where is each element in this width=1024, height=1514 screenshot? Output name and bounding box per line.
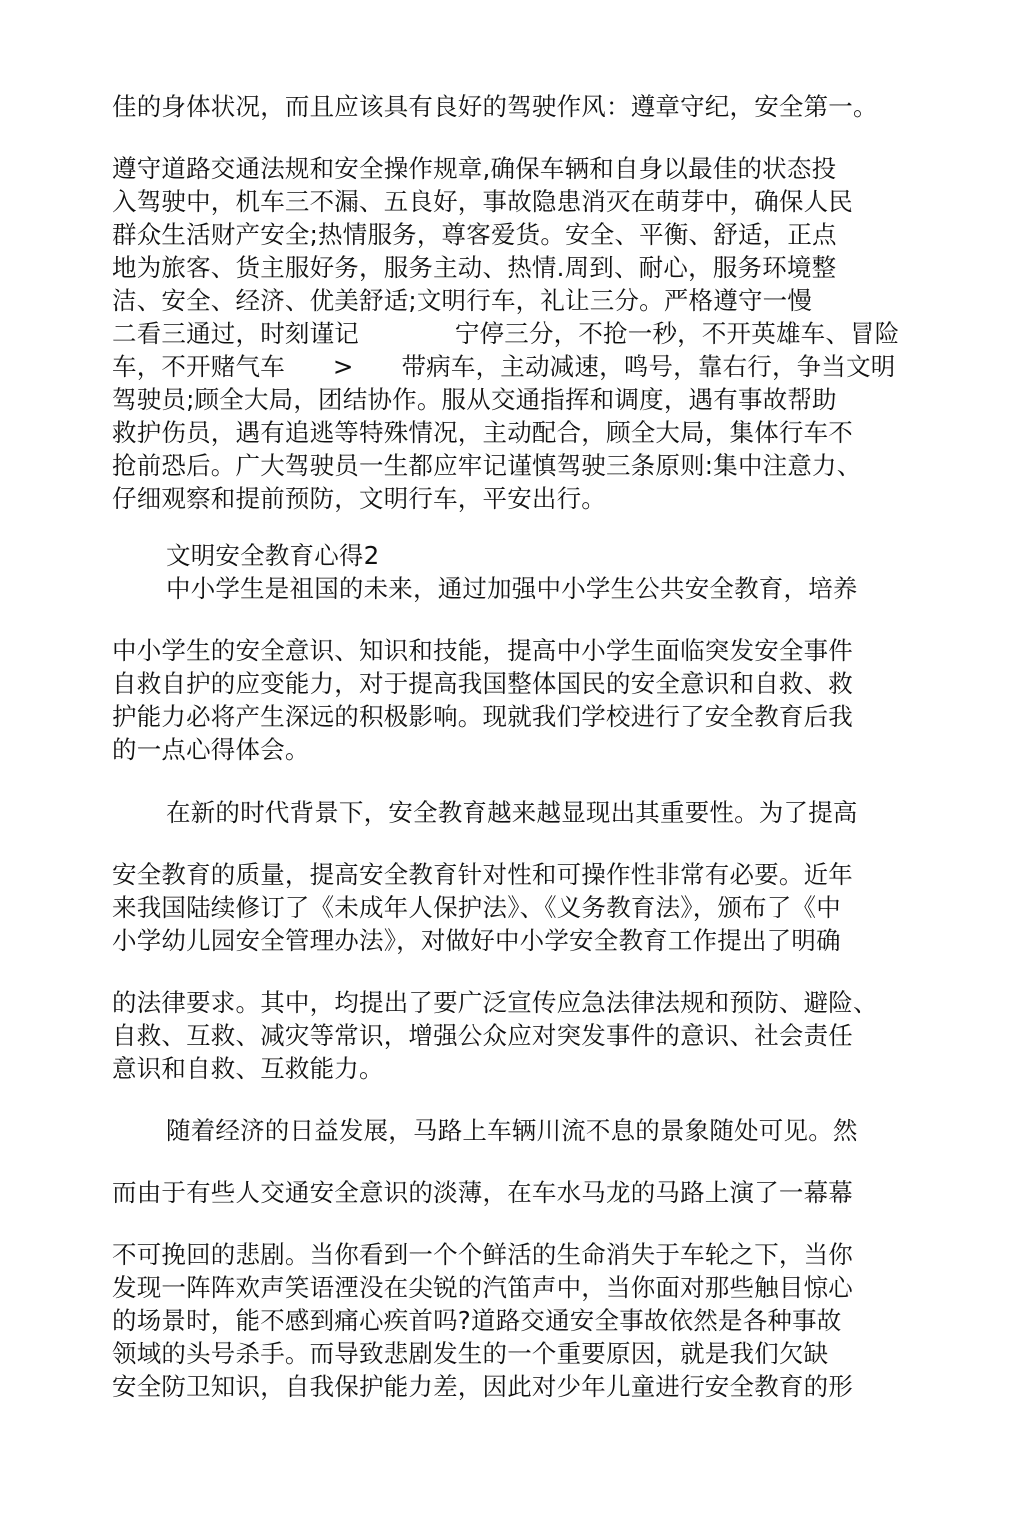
text-line: 救护伤员，遇有追逃等特殊情况，主动配合，顾全大局，集体行车不 [112, 418, 853, 447]
text-line: 意识和自救、互救能力。 [112, 1054, 384, 1083]
text-line: 小学幼儿园安全管理办法》，对做好中小学安全教育工作提出了明确 [112, 926, 841, 955]
text-line: 而由于有些人交通安全意识的淡薄，在车水马龙的马路上演了一幕幕 [112, 1178, 853, 1207]
text-line: 中小学生的安全意识、知识和技能，提高中小学生面临突发安全事件 [112, 636, 853, 665]
text-line: 的法律要求。其中，均提出了要广泛宣传应急法律法规和预防、避险、 [112, 988, 878, 1017]
text-line: 来我国陆续修订了《未成年人保护法》、《义务教育法》，颁布了《中 [112, 893, 841, 922]
text-line: 在新的时代背景下，安全教育越来越显现出其重要性。为了提高 [166, 798, 858, 827]
text-line: 安全防卫知识，自我保护能力差，因此对少年儿童进行安全教育的形 [112, 1372, 853, 1401]
text-line: 入驾驶中，机车三不漏、五良好，事故隐患消灭在萌芽中，确保人民 [112, 187, 853, 216]
text-line: 群众生活财产安全;热情服务，尊客爱货。安全、平衡、舒适，正点 [112, 220, 837, 249]
text-line: 车，不开赌气车 > 带病车，主动减速，鸣号，靠右行，争当文明 [112, 352, 896, 381]
text-line: 地为旅客、货主服好务，服务主动、热情.周到、耐心，服务环境整 [112, 253, 837, 282]
text-line: 随着经济的日益发展，马路上车辆川流不息的景象随处可见。然 [166, 1116, 858, 1145]
text-line: 遵守道路交通法规和安全操作规章,确保车辆和自身以最佳的状态投 [112, 154, 837, 183]
text-line: 佳的身体状况，而且应该具有良好的驾驶作风：遵章守纪，安全第一。 [112, 92, 878, 121]
text-line: 仔细观察和提前预防，文明行车，平安出行。 [112, 484, 606, 513]
text-line: 安全教育的质量，提高安全教育针对性和可操作性非常有必要。近年 [112, 860, 853, 889]
text-line: 抢前恐后。广大驾驶员一生都应牢记谨慎驾驶三条原则:集中注意力、 [112, 451, 862, 480]
text-line: 洁、安全、经济、优美舒适;文明行车，礼让三分。严格遵守一慢 [112, 286, 813, 315]
text-line: 不可挽回的悲剧。当你看到一个个鲜活的生命消失于车轮之下，当你 [112, 1240, 853, 1269]
text-line: 中小学生是祖国的未来，通过加强中小学生公共安全教育，培养 [166, 574, 858, 603]
section-heading: 文明安全教育心得2 [166, 541, 380, 570]
text-line: 的一点心得体会。 [112, 735, 310, 764]
text-line: 二看三通过，时刻谨记 宁停三分，不抢一秒，不开英雄车、冒险 [112, 319, 900, 348]
text-line: 自救自护的应变能力，对于提高我国整体国民的安全意识和自救、救 [112, 669, 853, 698]
text-line: 的场景时，能不感到痛心疾首吗?道路交通安全事故依然是各种事故 [112, 1306, 842, 1335]
text-line: 领域的头号杀手。而导致悲剧发生的一个重要原因，就是我们欠缺 [112, 1339, 829, 1368]
text-line: 驾驶员;顾全大局，团结协作。服从交通指挥和调度，遇有事故帮助 [112, 385, 837, 414]
text-line: 自救、互救、减灾等常识，增强公众应对突发事件的意识、社会责任 [112, 1021, 853, 1050]
text-line: 发现一阵阵欢声笑语湮没在尖锐的汽笛声中，当你面对那些触目惊心 [112, 1273, 853, 1302]
text-line: 护能力必将产生深远的积极影响。现就我们学校进行了安全教育后我 [112, 702, 853, 731]
